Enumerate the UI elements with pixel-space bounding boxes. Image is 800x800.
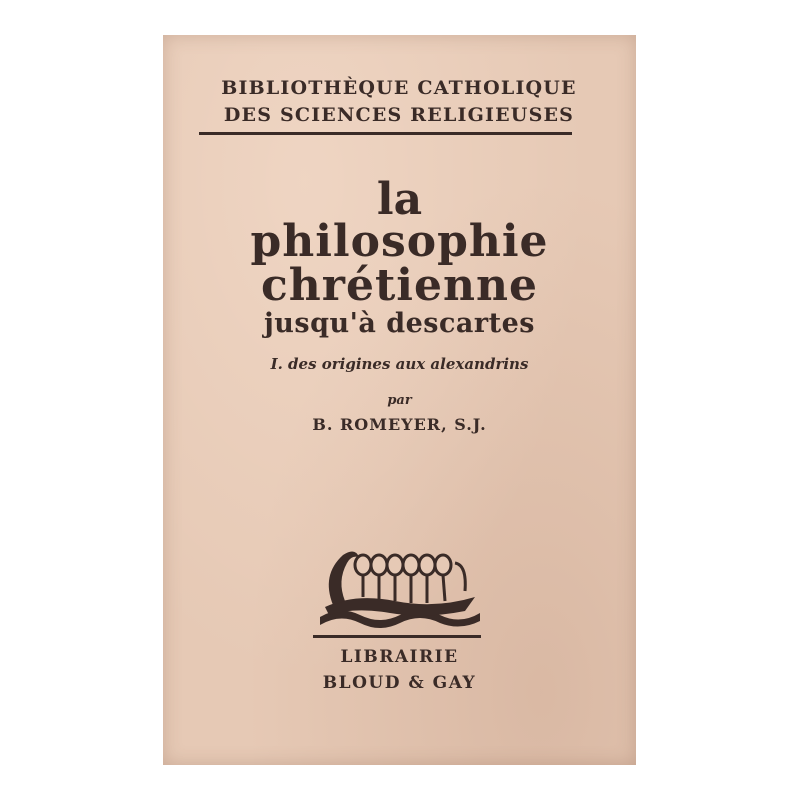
series-line-1: BIBLIOTHÈQUE CATHOLIQUE — [221, 77, 577, 99]
subtitle: I. des origines aux alexandrins — [270, 355, 529, 373]
title-line-4: jusqu'à descartes — [263, 308, 536, 339]
title-line-3: chrétienne — [261, 260, 538, 311]
author-name: B. ROMEYER, S.J. — [312, 415, 487, 434]
publisher-rule — [313, 635, 481, 638]
title-line-2: philosophie — [250, 216, 549, 267]
publisher-line-1: LIBRAIRIE — [340, 647, 459, 667]
ship-emblem-icon — [315, 535, 485, 630]
title-line-1: la — [376, 174, 423, 225]
publisher-line-2: BLOUD & GAY — [322, 673, 477, 693]
series-title — [199, 75, 599, 129]
series-line-2: DES SCIENCES RELIGIEUSES — [223, 104, 575, 126]
series-rule — [199, 132, 572, 135]
book-cover — [163, 35, 636, 765]
by-label: par — [387, 393, 412, 408]
